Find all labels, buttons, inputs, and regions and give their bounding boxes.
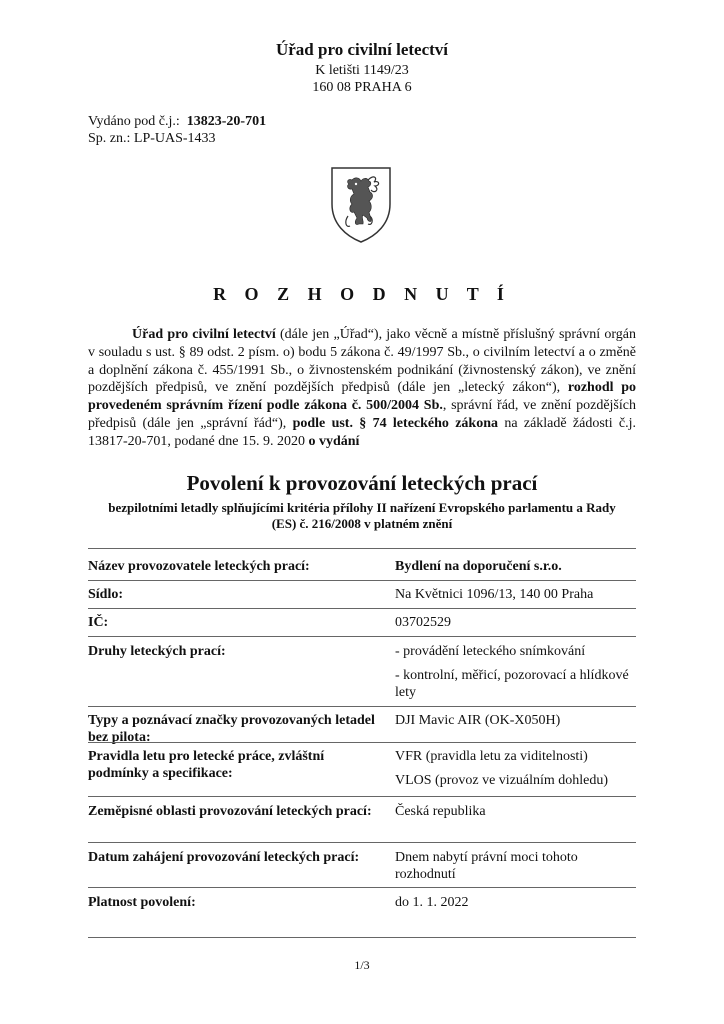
- row-label-work-types: Druhy leteckých prací:: [88, 644, 226, 659]
- intro-seg-4: podle ust. § 74 leteckého zákona: [292, 415, 499, 431]
- issued-label: Vydáno pod č.j.:: [88, 114, 180, 129]
- row-label-areas: Zeměpisné oblasti provozování leteckých prací:: [88, 804, 372, 819]
- table-rule: [88, 636, 636, 637]
- row-value-ico: 03702529: [395, 615, 451, 630]
- row-value-aircraft: DJI Mavic AIR (OK-X050H): [395, 713, 561, 728]
- row-value-validity: do 1. 1. 2022: [395, 895, 469, 910]
- intro-seg-1: (dále jen „Úřad“), jako věcně a místně příslušný správní orgán v souladu s ust. § 89 odst. 2 písm. o) bodu 5 zákona č. 49/1997 Sb., o civilním letectví a o změně a doplnění zákona č. 455/1991 Sb., o živnostenském podnikání (živnostenský zákon), ve znění pozdějších předpisů, ve znění pozdějších předpisů (dále jen „letecký zákon“),: [88, 327, 637, 396]
- row-value-work-type-2: - kontrolní, měřicí, pozorovací a hlídkové lety: [395, 668, 629, 700]
- row-value-vfr: VFR (pravidla letu za viditelnosti): [395, 749, 588, 764]
- table-rule: [88, 742, 636, 743]
- decision-heading: R O Z H O D N U T Í: [213, 284, 511, 304]
- document-subtitle: bezpilotními letadly splňujícími kritéria přílohy II nařízení Evropského parlamentu a Rady (ES) č. 216/2008 v platném znění: [108, 500, 616, 531]
- office-name: Úřad pro civilní letectví: [275, 40, 449, 59]
- table-rule: [88, 887, 636, 888]
- intro-seg-3: , správní řád, ve znění pozdějších předpisů (dále jen „správní řád“),: [88, 398, 636, 431]
- row-label-aircraft: Typy a poznávací značky provozovaných letadel bez pilota:: [88, 713, 375, 745]
- issued-number: 13823-20-701: [186, 114, 267, 129]
- intro-seg-2: rozhodl po provedeném správním řízení podle zákona č. 500/2004 Sb.: [88, 380, 636, 414]
- table-rule: [88, 580, 636, 581]
- table-rule: [88, 937, 636, 938]
- office-street: K letišti 1149/23: [315, 63, 409, 78]
- row-label-ico: IČ:: [88, 615, 109, 630]
- sp-zn: Sp. zn.: LP-UAS-1433: [88, 131, 216, 146]
- row-value-start-date: Dnem nabytí právní moci tohoto rozhodnutí: [395, 850, 578, 882]
- page-number: 1/3: [354, 958, 370, 972]
- row-value-seat: Na Květnici 1096/13, 140 00 Praha: [395, 587, 594, 602]
- table-rule: [88, 706, 636, 707]
- row-label-start-date: Datum zahájení provozování leteckých prací:: [88, 850, 360, 865]
- row-value-areas: Česká republika: [395, 804, 486, 819]
- czech-lion-emblem-icon: [330, 166, 392, 244]
- table-rule: [88, 548, 636, 549]
- intro-seg-6: o vydání: [308, 433, 360, 449]
- document-title: Povolení k provozování leteckých prací: [186, 471, 538, 495]
- intro-paragraph: [88, 326, 636, 451]
- row-value-vlos: VLOS (provoz ve vizuálním dohledu): [395, 773, 609, 788]
- intro-seg-5: na základě žádosti č.j. 13817-20-701, podané dne 15. 9. 2020: [88, 415, 637, 449]
- intro-seg-0: Úřad pro civilní letectví: [132, 327, 276, 342]
- table-rule: [88, 608, 636, 609]
- row-label-validity: Platnost povolení:: [88, 895, 196, 910]
- issued-line: [88, 113, 266, 130]
- row-label-flight-rules: Pravidla letu pro letecké práce, zvláštní podmínky a specifikace:: [88, 749, 325, 781]
- row-value-operator: Bydlení na doporučení s.r.o.: [395, 559, 562, 574]
- row-label-seat: Sídlo:: [88, 587, 124, 602]
- row-label-operator: Název provozovatele leteckých prací:: [88, 559, 310, 574]
- table-rule: [88, 796, 636, 797]
- office-city: 160 08 PRAHA 6: [312, 80, 412, 95]
- row-value-work-type-1: - provádění leteckého snímkování: [395, 644, 586, 659]
- table-rule: [88, 842, 636, 843]
